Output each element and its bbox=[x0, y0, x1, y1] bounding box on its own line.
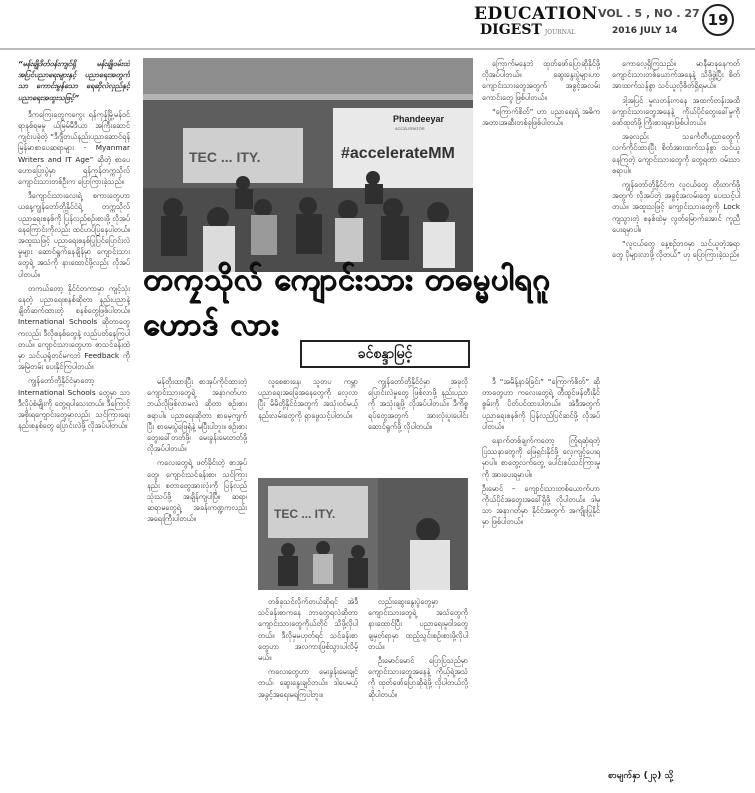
issue-date: 2016 JULY 14 bbox=[612, 26, 678, 36]
event-photo-main bbox=[143, 58, 473, 272]
paragraph: ဦးမောင် – ကျောင်းသားတစ်ယောက်ဟာ ကိုယ်ပိုင်အတွေးအခေါ်ရှိဖို့ လိုပါတယ်။ ဒါမှသာ အနာဂတ်မှာ နိုင်ငံအတွက် အကျိုးပြုနိုင်မှာ ဖြစ်ပါတယ်။ bbox=[482, 483, 600, 527]
paragraph: ကလေးတွေဟာ မေးခွန်းမေးချင်တယ်၊ ဆွေးနွေးချင်တယ်။ ဒါပေမယ့် အခွင့်အရေးမရကြပါဘူး။ bbox=[258, 667, 358, 699]
column-c bbox=[368, 376, 468, 472]
intro-quote: “မန်းချိုဒိတ်ဝန်းကျင်ရှိ မန်းချိုဝမ်းထဲ အပြင်ပညာရေးများနှင့် ပညာရေးအတွက်သာ ကောင်းမွန်သော ရေဆိုလဲလှည်နှင့် ပညာရေးအထူးသဖြင့်” bbox=[18, 59, 130, 102]
paragraph: အခုလည်း သင်္ကေတီပညာတွေကို လက်ကိုင်ထားပြီး စိတ်အားထက်သန်စွာ သင်ယူနေကြတဲ့ ကျောင်းသားတွေကို တွေ့ရတာ ဝမ်းသာစရာပါ။ bbox=[612, 132, 740, 175]
column-b-lower bbox=[258, 596, 358, 788]
header-rule bbox=[0, 48, 755, 50]
paragraph: တစ်ခုသင်လိုက်တယ်ဆိုရင် အဲဒီသင်ခန်းစာကနေ ဘာတွေရလဲဆိုတာ ကျောင်းသားတွေကိုယ်တိုင် သိဖို့လိုပါတယ်။ ဒီလိုမှမဟုတ်ရင် သင်ခန်းစာတွေဟာ အလကားဖြစ်သွားပါလိမ့်မယ်။ bbox=[258, 597, 358, 663]
column-right bbox=[612, 58, 740, 788]
paragraph: ကျွန်တော်တို့နိုင်ငံမှာ အခုလို ပြောင်းလဲမှုတွေ ဖြစ်လာဖို့ နည်းပညာကို အသုံးချဖို့ လိုအပ်ပါတယ်။ ဒီကိစ္စရပ်တွေအတွက် အားလုံးပူးပေါင်းဆောင်ရွက်ဖို့ လိုပါတယ်။ bbox=[368, 377, 468, 431]
page-number: 19 bbox=[702, 4, 734, 36]
paragraph: မန်တိုးထားပြီး စာအုပ်ကိုင်ထားတဲ့ ကျောင်းသားတွေရဲ့ အနာဂတ်ဟာ ဘယ်လိုဖြစ်လာမလဲ ဆိုတာ စဉ်းစားစရာပါ။ ပညာရေးဆိုတာ စာမေ့ကျက်ပြီး စာမေးပွဲဖြေရုံနဲ့ မပြီးပါဘူး။ စဉ်းစားတွေးခေါ်တတ်ဖို့၊ မေးခွန်းမေးတတ်ဖို့ လိုအပ်ပါတယ်။ bbox=[147, 377, 247, 454]
paragraph: တကယ်တော့ နိုင်ငံတကာမှာ ကျင့်သုံးနေတဲ့ ပညာရေးစနစ်ဆိုတာ နည်းပညာနဲ့ ချိတ်ဆက်ထားတဲ့ စနစ်တွေဖြစ်ပါတယ်။ International Schools ဆိုတာတွေကလည်း ဒီလိုစနစ်တွေနဲ့ လည်ပတ်နေကြပါတယ်။ ကျောင်းသားတွေဟာ စာသင်ခန်းထဲမှာ သင်ယူရုံတင်မကဘဲ Feedback ကို အမြဲတမ်း ပေးနိုင်ကြပါတယ်။ bbox=[18, 283, 130, 372]
paragraph: လူစေစားနေ၊ သူတပ ကမ္ဘာ ပညာရေးအခြေအနေတွေကို လေ့လာပြီး မိမိတို့နိုင်ငံအတွက် အသုံးဝင်မယ့် နည်းလမ်းတွေကို ရှာဖွေသင့်ပါတယ်။ bbox=[258, 377, 358, 420]
logo-line1: EDUCATION bbox=[474, 4, 598, 24]
paragraph: ကောလေ့ရှိကြသည်။ မာနီမာနနေကတ် ကျောင်းသားတစ်ယောက်အနေနဲ့ သိဖို့ဖွဲ့ပြီး စိတ်အားထက်သန်စွာ သင်ယူလိုစိတ်ရှိရမယ်။ bbox=[612, 59, 740, 91]
column-d bbox=[482, 376, 600, 788]
logo-line2-text: DIGEST bbox=[480, 22, 542, 38]
headline-box bbox=[143, 262, 613, 342]
column-top-right bbox=[482, 58, 600, 268]
logo-line2 bbox=[480, 23, 592, 40]
paragraph: “ကြောက်စိတ်” ဟာ ပညာရေးရဲ့ အဓိက အတားအဆီးတစ်ခုဖြစ်ပါတယ်။ bbox=[482, 106, 600, 128]
column-c-lower bbox=[368, 596, 468, 788]
screen-text-2: TEC ... ITY. bbox=[274, 507, 336, 521]
author-byline: ခင်စန္ဒာမြင့် bbox=[300, 340, 470, 368]
paragraph: နောက်တစ်ချက်ကတော့ ကြုံရဆုံရတဲ့ ပြဿနာတွေကို ဖြေရှင်းနိုင်ဖို့ လေ့ကျင့်ပေးရမှာပါ။ စာတွေ့လက်တွေ့ ပေါင်းစပ်သင်ကြားမှုကို အားပေးရမှာပါ။ bbox=[482, 436, 600, 479]
paragraph: လည်းဆွေးနွေးပွဲတွေမှာ ကျောင်းသားတွေရဲ့ အသံတွေကို နားထောင်ပြီး ပညာရေးမူဝါဒတွေ ချမှတ်ရာမှာ ထည့်သွင်းစဉ်းစားဖို့လိုပါတယ်။ bbox=[368, 597, 468, 651]
event-photo-secondary bbox=[258, 478, 468, 590]
paragraph: ဦးမောင်မောင် ပြောပြသည်မှာ ကျောင်းသားတွေအနေနဲ့ ကိုယ့်ရဲ့အသံကို ထုတ်ဖော်ပြောဆိုရဲဖို့ လိုပါတယ်လို့ ဆိုပါတယ်။ bbox=[368, 656, 468, 699]
phandeeyar-sub: ACCELERATOR bbox=[395, 126, 425, 131]
column-b bbox=[258, 376, 358, 472]
event-photo-main-drawing bbox=[143, 58, 473, 272]
accelerate-banner: #accelerateMM bbox=[341, 145, 455, 162]
column-left bbox=[18, 58, 130, 788]
event-photo-secondary-drawing bbox=[258, 478, 468, 590]
article-headline: တကၠသိုလ် ကျောင်းသား တဓမ္မပါရဂူ ဟောဒ် လား bbox=[143, 262, 551, 342]
logo-journal: JOURNAL bbox=[544, 29, 576, 36]
paragraph: ကြောက်မနေဘဲ ထုတ်ဖော်ပြောဆိုနိုင်ဖို့ လိုအပ်ပါတယ်။ ဆွေးနွေးပွဲများဟာ ကျောင်းသားတွေအတွက် အခွင့်အလမ်းကောင်းတွေ ဖြစ်ပါတယ်။ bbox=[482, 59, 600, 102]
paragraph: “လူငယ်တွေ နေ့စဉ်ဘဝမှာ သင်ယူတဲ့အရာတွေ ပိုများလာဖို့ လိုတယ်” ဟု ပြောကြားခဲ့သည်။ bbox=[612, 239, 740, 260]
column-a bbox=[147, 376, 247, 788]
paragraph: ဒီ “အမိန့်နာခံခြင်း” “ကြောက်စိတ်” ဆိုတာတွေဟာ ကလေးတွေရဲ့ တီထွင်ဖန်တီးနိုင်စွမ်းကို ပိတ်ပင်ထားပါတယ်။ အဲဒီအတွက် ပညာရေးစနစ်ကို ပြန်လည်ပြင်ဆင်ဖို့ လိုအပ်ပါတယ်။ bbox=[482, 377, 600, 431]
paragraph: ကျွန်တော်တို့နိုင်ငံက လူငယ်တွေ တိုးတက်ဖို့ အတွက် လိုအပ်တဲ့ အခွင့်အလမ်းတွေ ပေးသင့်ပါတယ်။ အထူးသဖြင့် ကျောင်းသားတွေကို Lock ကျသွားတဲ့ စနစ်ထဲမှ လွတ်မြောက်အောင် ကူညီပေးရမှာပါ။ bbox=[612, 180, 740, 234]
volume-label: VOL . 5 , NO . 27 bbox=[598, 7, 700, 20]
paragraph: ဒါ့အပြင် မူလတန်းကနေ အထက်တန်းအထိ ကျောင်းသားတွေအနေနဲ့ ကိုယ်ပိုင်တွေးခေါ်မှုကို ဖော်ထုတ်ဖို့ ကြိုးစားရမှာဖြစ်ပါတယ်။ bbox=[612, 95, 740, 128]
paragraph: ကျွန်တော်တို့နိုင်ငံမှာတော့ International Schools တွေမှာ သာ ဒီလိုပုံစံမျိုးကို တွေ့ရပါသေးတယ်။ ဒီကြောင့် အစိုးရကျောင်းတွေမှာလည်း သင်ကြားရေးနည်းစနစ်တွေ ပြောင်းလဲဖို့ လိုအပ်ပါတယ်။ bbox=[18, 376, 130, 431]
education-digest-logo bbox=[474, 4, 598, 42]
continued-on-page: စာမျက်နှာ (၂၃) သို့ bbox=[608, 771, 674, 781]
screen-text: TEC ... ITY. bbox=[189, 149, 261, 165]
paragraph: ကလေးတွေရဲ့ ဖတ်ခိုင်းတဲ့ စာအုပ်တွေ၊ ကျောင်းသင်ခန်းစာ၊ သင်ကြားနည်း စတာတွေအားလုံးကို ပြန်လည်သုံးသပ်ဖို့ အချိန်ကျပါပြီ။ ဆရာ၊ ဆရာမတွေရဲ့ အခန်းကဏ္ဍကလည်း အရေးကြီးပါတယ်။ bbox=[147, 458, 247, 524]
phandeeyar-brand: Phandeeyar bbox=[393, 114, 445, 124]
masthead bbox=[470, 4, 750, 44]
paragraph: ဒီကကြေးတွေကကွေး ရန်ကုန်မြို့မန်ဝင်ရာနစ်ရမမှု ယ်မြမ်မီဒီယာ အကြီးဆောင်ကျင်းပခဲ့တဲ့ “ဒီဂျီတယ်နည်းပညာဆောင်ရန် မြန်မာစာပေဆရာများ - Myanmar Writers and IT Age” ဆိုတဲ့ စာပေဟောပြောပွဲမှာ ရန်ကုန်တက္ကသိုလ်ကျောင်းသားတစ်ဦးက ပြောကြားခဲ့သည်။ bbox=[18, 109, 130, 187]
paragraph: ဒီကျောင်းသားလေးရဲ့ စကားတွေဟာ ယနေ့ကျွန်တော်တို့နိုင်ငံရဲ့ တက္ကသိုလ်ပညာရေးစနစ်ကို ပြန်လည်စဉ်းစားဖို့ လိုအပ်နေကြောင်းကိုလည်း ထင်ဟပ်ပြနေပါတယ်။ အထူးသဖြင့် ပညာရေးစနစ်ပြုပြင်ပြောင်းလဲမှုများ ဆောင်ရွက်နေချိန်မှာ ကျောင်းသားတွေရဲ့ အသံကို နားထောင်ဖို့လည်း လိုအပ်ပါတယ်။ bbox=[18, 191, 130, 279]
